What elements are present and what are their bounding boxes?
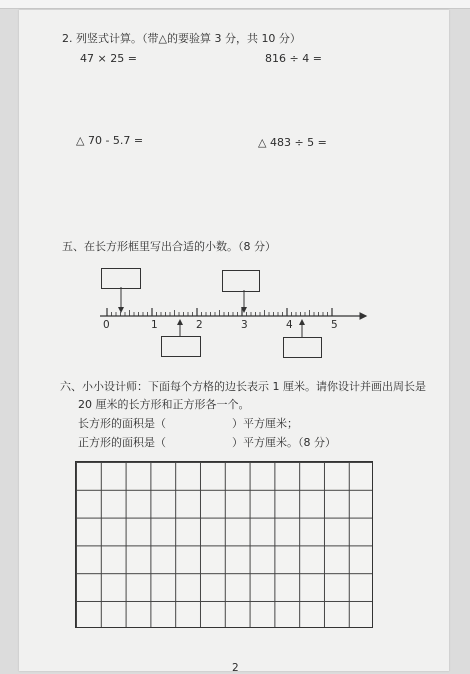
square-area-question: 正方形的面积是（ ）平方厘米。（8 分） [78, 436, 336, 449]
section2-heading: 2. 列竖式计算。（带△的要验算 3 分，共 10 分） [62, 32, 301, 45]
problem-483div5: △ 483 ÷ 5 = [258, 136, 327, 149]
problem-816div4: 816 ÷ 4 = [265, 52, 322, 65]
tick-label-3: 3 [241, 319, 248, 331]
tick-label-0: 0 [103, 319, 110, 331]
section6-line2: 20 厘米的长方形和正方形各一个。 [78, 398, 250, 411]
number-line-ticks [107, 308, 332, 316]
tick-label-1: 1 [151, 319, 158, 331]
section5-heading: 五、在长方形框里写出合适的小数。（8 分） [62, 240, 276, 253]
tick-label-5: 5 [331, 319, 338, 331]
design-grid[interactable] [75, 461, 373, 628]
problem-47x25: 47 × 25 = [80, 52, 137, 65]
rectangle-area-question: 长方形的面积是（ ）平方厘米； [78, 417, 298, 430]
section6-line1: 六、小小设计师：下面每个方格的边长表示 1 厘米。请你设计并画出周长是 [60, 380, 426, 393]
page-number: 2 [232, 662, 239, 674]
tick-label-2: 2 [196, 319, 203, 331]
problem-70minus5.7: △ 70 - 5.7 = [76, 134, 144, 147]
tick-label-4: 4 [286, 319, 293, 331]
